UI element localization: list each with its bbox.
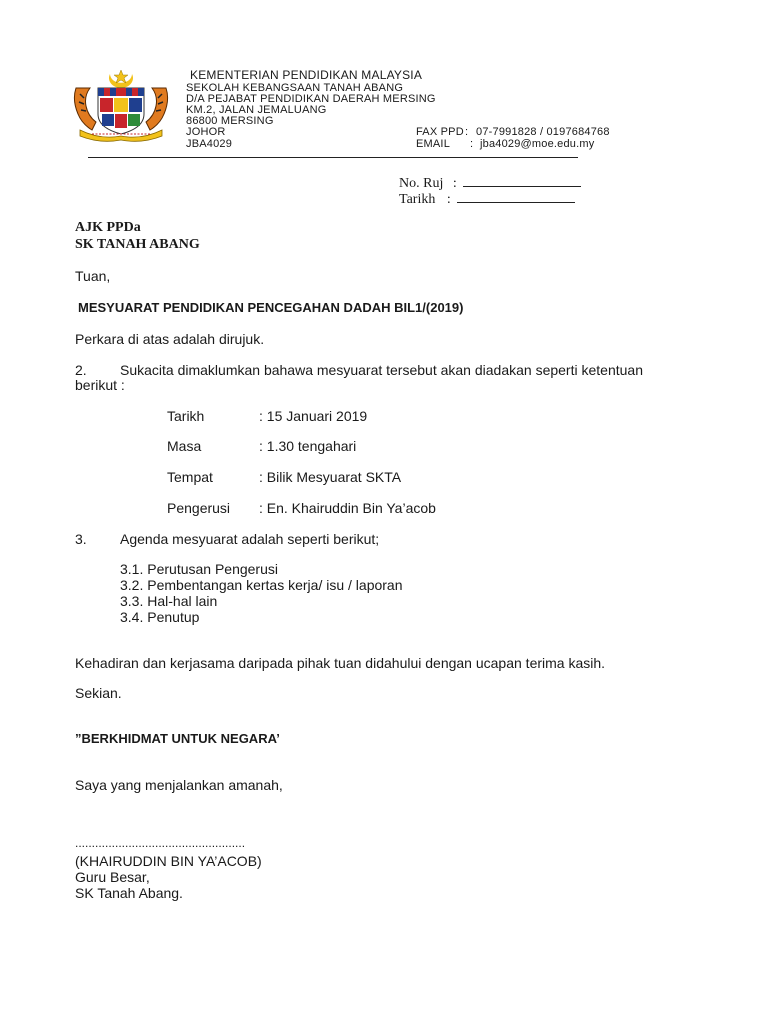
agenda-item: 3.2. Pembentangan kertas kerja/ isu / laporan	[120, 577, 403, 593]
address-postcode-city: 86800 MERSING	[186, 115, 274, 127]
paragraph-2-line2: berikut :	[75, 377, 125, 393]
detail-label: Pengerusi	[167, 500, 231, 516]
recipient-line1: AJK PPDa	[75, 220, 141, 235]
reference-tarikh	[399, 190, 575, 208]
fax-number: 07-7991828 / 0197684768	[476, 126, 610, 138]
agenda-item: 3.3. Hal-hal lain	[120, 593, 218, 609]
email-address: jba4029@moe.edu.my	[480, 138, 595, 150]
email-label: EMAIL	[416, 138, 451, 150]
address-state: JOHOR	[186, 126, 226, 138]
detail-value: : 1.30 tengahari	[259, 438, 357, 454]
paragraph-1: Perkara di atas adalah dirujuk.	[75, 331, 265, 347]
recipient-line2: SK TANAH ABANG	[75, 237, 200, 252]
detail-value: : Bilik Mesyuarat SKTA	[259, 469, 402, 485]
paragraph-3-number: 3.	[75, 531, 87, 547]
paragraph-2-line1: Sukacita dimaklumkan bahawa mesyuarat tersebut akan diadakan seperti ketentuan	[120, 362, 643, 378]
subject-heading: MESYUARAT PENDIDIKAN PENCEGAHAN DADAH BIL1/(2019)	[78, 300, 464, 315]
detail-label: Tempat	[167, 469, 213, 485]
letterhead-divider	[88, 157, 578, 158]
coat-of-arms-logo	[70, 70, 172, 144]
email-separator: :	[470, 138, 474, 150]
paragraph-2-number: 2.	[75, 362, 87, 378]
closing-paragraph: Kehadiran dan kerjasama daripada pihak tuan didahului dengan ucapan terima kasih.	[75, 655, 606, 671]
school-code: JBA4029	[186, 138, 233, 150]
signatory-name: (KHAIRUDDIN BIN YA’ACOB)	[75, 853, 262, 869]
agenda-item: 3.1. Perutusan Pengerusi	[120, 561, 278, 577]
address-care-of: D/A PEJABAT PENDIDIKAN DAERAH MERSING	[186, 93, 436, 105]
no-ruj-label: No. Ruj	[399, 176, 444, 191]
signature-dots: ...................................................	[75, 836, 246, 850]
fax-separator: :	[465, 126, 469, 138]
agenda-item: 3.4. Penutup	[120, 609, 200, 625]
amanah-line: Saya yang menjalankan amanah,	[75, 777, 283, 793]
signatory-title: Guru Besar,	[75, 869, 150, 885]
detail-label: Tarikh	[167, 408, 205, 424]
detail-value: : 15 Januari 2019	[259, 408, 368, 424]
no-ruj-separator: :	[452, 176, 457, 191]
no-ruj-blank	[463, 174, 581, 187]
school-name: SEKOLAH KEBANGSAAN TANAH ABANG	[186, 82, 404, 94]
detail-value: : En. Khairuddin Bin Ya’acob	[259, 500, 436, 516]
tarikh-blank	[457, 190, 575, 203]
fax-label: FAX PPD	[416, 126, 464, 138]
motto: ”BERKHIDMAT UNTUK NEGARA’	[75, 731, 280, 746]
sekian: Sekian.	[75, 685, 122, 701]
salutation: Tuan,	[75, 268, 111, 284]
detail-label: Masa	[167, 438, 202, 454]
ministry-name: KEMENTERIAN PENDIDIKAN MALAYSIA	[190, 68, 423, 82]
tarikh-separator: :	[446, 192, 451, 207]
tarikh-label: Tarikh	[399, 192, 436, 207]
signatory-organization: SK Tanah Abang.	[75, 885, 183, 901]
address-street: KM.2, JALAN JEMALUANG	[186, 104, 327, 116]
paragraph-3-text: Agenda mesyuarat adalah seperti berikut;	[120, 531, 380, 547]
